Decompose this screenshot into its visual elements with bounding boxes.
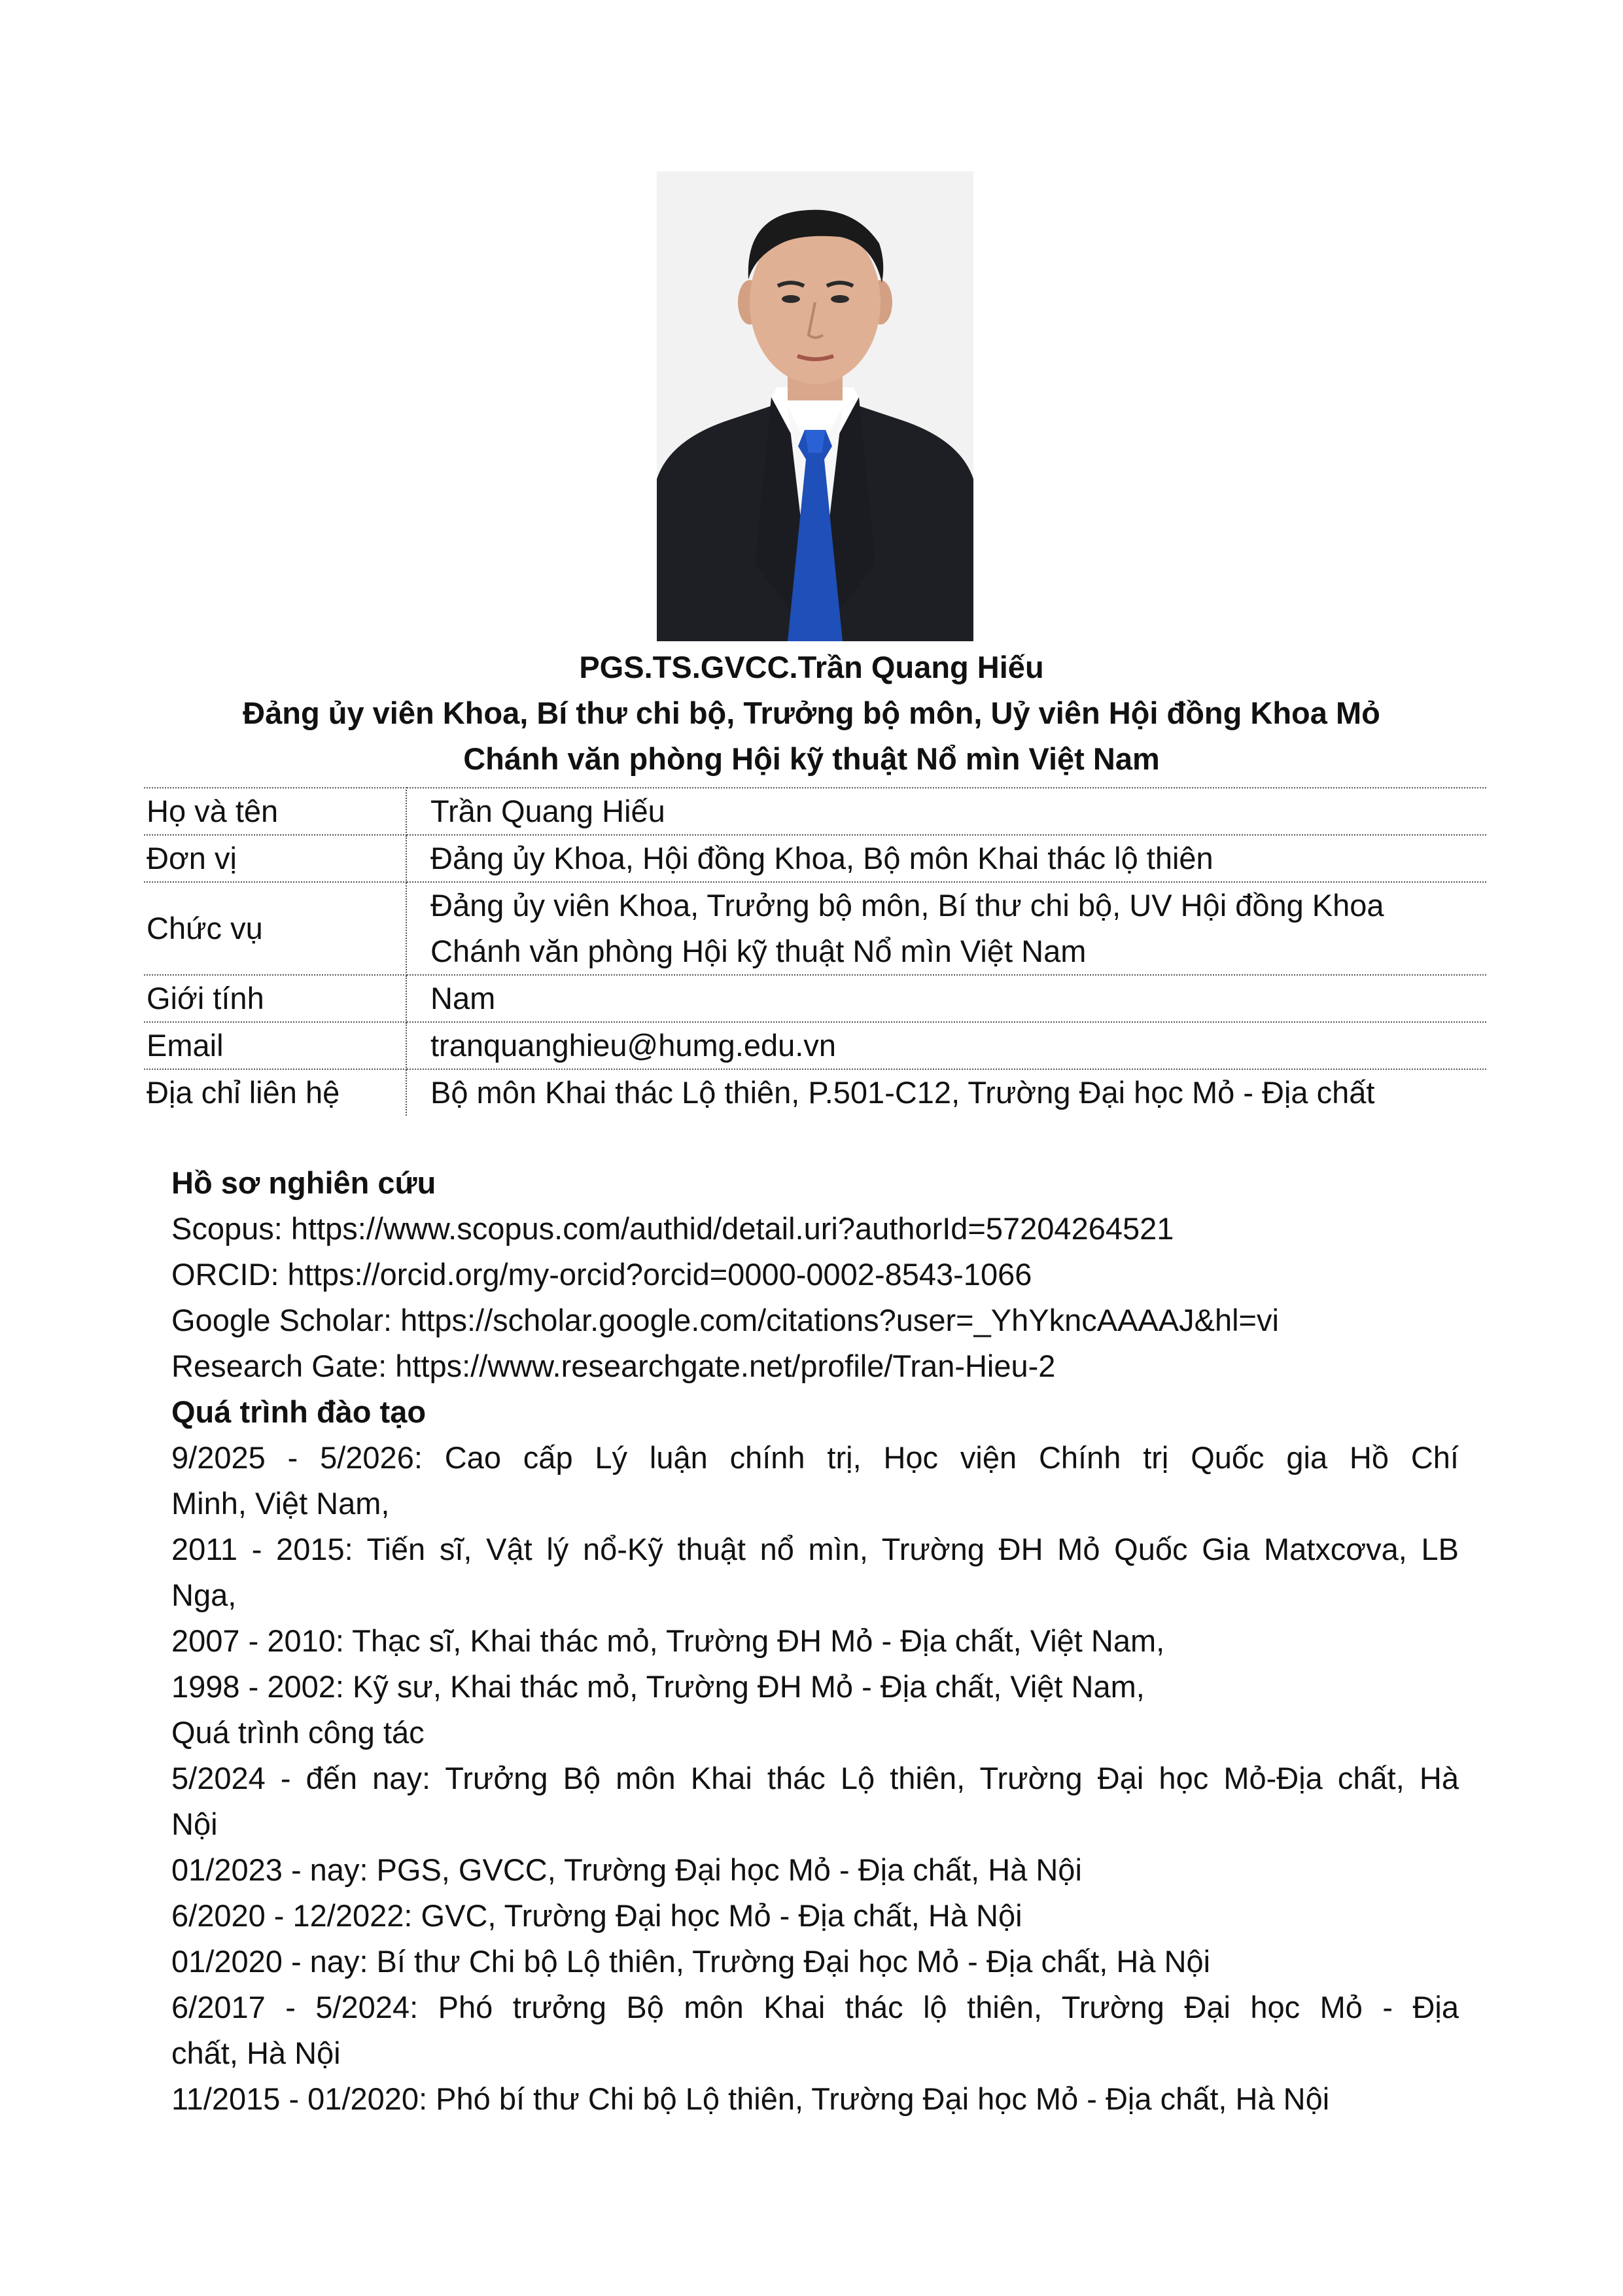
work-entry <box>171 2076 1459 2122</box>
education-entry <box>171 1527 1459 1618</box>
row-value-line: Bộ môn Khai thác Lộ thiên, P.501-C12, Trường Đại học Mỏ - Địa chất <box>430 1075 1375 1110</box>
email-value: tranquanghieu@humg.edu.vn <box>430 1028 836 1063</box>
table-row <box>144 882 1486 975</box>
row-label: Địa chỉ liên hệ <box>144 1069 406 1116</box>
education-heading: Quá trình đào tạo <box>171 1394 427 1429</box>
education-list <box>171 1435 1459 1710</box>
row-label: Chức vụ <box>144 882 406 975</box>
research-link-line: Scopus: https://www.scopus.com/authid/detail.uri?authorId=57204264521 <box>171 1211 1174 1246</box>
row-value-line: Chánh văn phòng Hội kỹ thuật Nổ mìn Việt Nam <box>430 934 1087 968</box>
research-link-line: Research Gate: https://www.researchgate.net/profile/Tran-Hieu-2 <box>171 1349 1056 1383</box>
profile-info-table <box>144 787 1486 1116</box>
row-value-line: Đảng ủy viên Khoa, Trưởng bộ môn, Bí thư chi bộ, UV Hội đồng Khoa <box>430 888 1384 923</box>
table-row <box>144 975 1486 1022</box>
row-value <box>406 882 1486 975</box>
row-value-line: Trần Quang Hiếu <box>430 794 665 828</box>
education-entry <box>171 1435 1459 1527</box>
portrait-photo <box>657 171 973 641</box>
row-label: Giới tính <box>144 975 406 1022</box>
work-entry-line: Nội <box>171 1807 218 1841</box>
education-entry-line: 2011 - 2015: Tiến sĩ, Vật lý nổ-Kỹ thuật nổ mìn, Trường ĐH Mỏ Quốc Gia Matxcơva, LB <box>171 1532 1459 1566</box>
work-entry-line: chất, Hà Nội <box>171 2036 341 2070</box>
profile-role-line-2: Chánh văn phòng Hội kỹ thuật Nổ mìn Việt Nam <box>463 741 1160 776</box>
work-entry <box>171 1939 1459 1985</box>
research-link-line: ORCID: https://orcid.org/my-orcid?orcid=0000-0002-8543-1066 <box>171 1257 1032 1292</box>
row-value <box>406 1022 1486 1069</box>
education-entry-line: 1998 - 2002: Kỹ sư, Khai thác mỏ, Trường ĐH Mỏ - Địa chất, Việt Nam, <box>171 1669 1145 1704</box>
research-link-line: Google Scholar: https://scholar.google.com/citations?user=_YhYkncAAAAJ&hl=vi <box>171 1303 1279 1337</box>
work-entry <box>171 1985 1459 2076</box>
table-row <box>144 788 1486 835</box>
education-entry-line: 2007 - 2010: Thạc sĩ, Khai thác mỏ, Trường ĐH Mỏ - Địa chất, Việt Nam, <box>171 1623 1165 1658</box>
row-value <box>406 975 1486 1022</box>
work-entry <box>171 1756 1459 1847</box>
profile-role-line-1: Đảng ủy viên Khoa, Bí thư chi bộ, Trưởng bộ môn, Uỷ viên Hội đồng Khoa Mỏ <box>243 696 1380 730</box>
research-links <box>171 1206 1459 1389</box>
row-value-line: Nam <box>430 981 496 1016</box>
work-list <box>171 1756 1459 2122</box>
education-entry-line: Nga, <box>171 1578 237 1612</box>
portrait-illustration <box>657 171 973 641</box>
table-row <box>144 1069 1486 1116</box>
row-value <box>406 788 1486 835</box>
work-entry-line: 01/2023 - nay: PGS, GVCC, Trường Đại học Mỏ - Địa chất, Hà Nội <box>171 1852 1082 1887</box>
table-row <box>144 1022 1486 1069</box>
table-row <box>144 835 1486 882</box>
row-label: Họ và tên <box>144 788 406 835</box>
row-label: Đơn vị <box>144 835 406 882</box>
work-entry-line: 11/2015 - 01/2020: Phó bí thư Chi bộ Lộ thiên, Trường Đại học Mỏ - Địa chất, Hà Nội <box>171 2081 1330 2116</box>
work-entry-line: 01/2020 - nay: Bí thư Chi bộ Lộ thiên, Trường Đại học Mỏ - Địa chất, Hà Nội <box>171 1944 1211 1979</box>
education-entry <box>171 1618 1459 1664</box>
work-entry-line: 6/2020 - 12/2022: GVC, Trường Đại học Mỏ - Địa chất, Hà Nội <box>171 1898 1022 1933</box>
work-heading: Quá trình công tác <box>171 1715 425 1750</box>
education-entry-line: Minh, Việt Nam, <box>171 1486 390 1521</box>
row-value <box>406 835 1486 882</box>
work-entry-line: 5/2024 - đến nay: Trưởng Bộ môn Khai thác Lộ thiên, Trường Đại học Mỏ-Địa chất, Hà <box>171 1761 1459 1795</box>
education-entry-line: 9/2025 - 5/2026: Cao cấp Lý luận chính trị, Học viện Chính trị Quốc gia Hồ Chí <box>171 1440 1459 1475</box>
row-value <box>406 1069 1486 1116</box>
work-entry-line: 6/2017 - 5/2024: Phó trưởng Bộ môn Khai thác lộ thiên, Trường Đại học Mỏ - Địa <box>171 1990 1459 2024</box>
work-entry <box>171 1847 1459 1893</box>
education-entry <box>171 1664 1459 1710</box>
row-value-line: Đảng ủy Khoa, Hội đồng Khoa, Bộ môn Khai thác lộ thiên <box>430 841 1213 875</box>
row-label: Email <box>144 1022 406 1069</box>
research-heading: Hồ sơ nghiên cứu <box>171 1165 436 1200</box>
profile-body <box>171 1160 1459 2122</box>
profile-name-title: PGS.TS.GVCC.Trần Quang Hiếu <box>579 650 1044 684</box>
work-entry <box>171 1893 1459 1939</box>
